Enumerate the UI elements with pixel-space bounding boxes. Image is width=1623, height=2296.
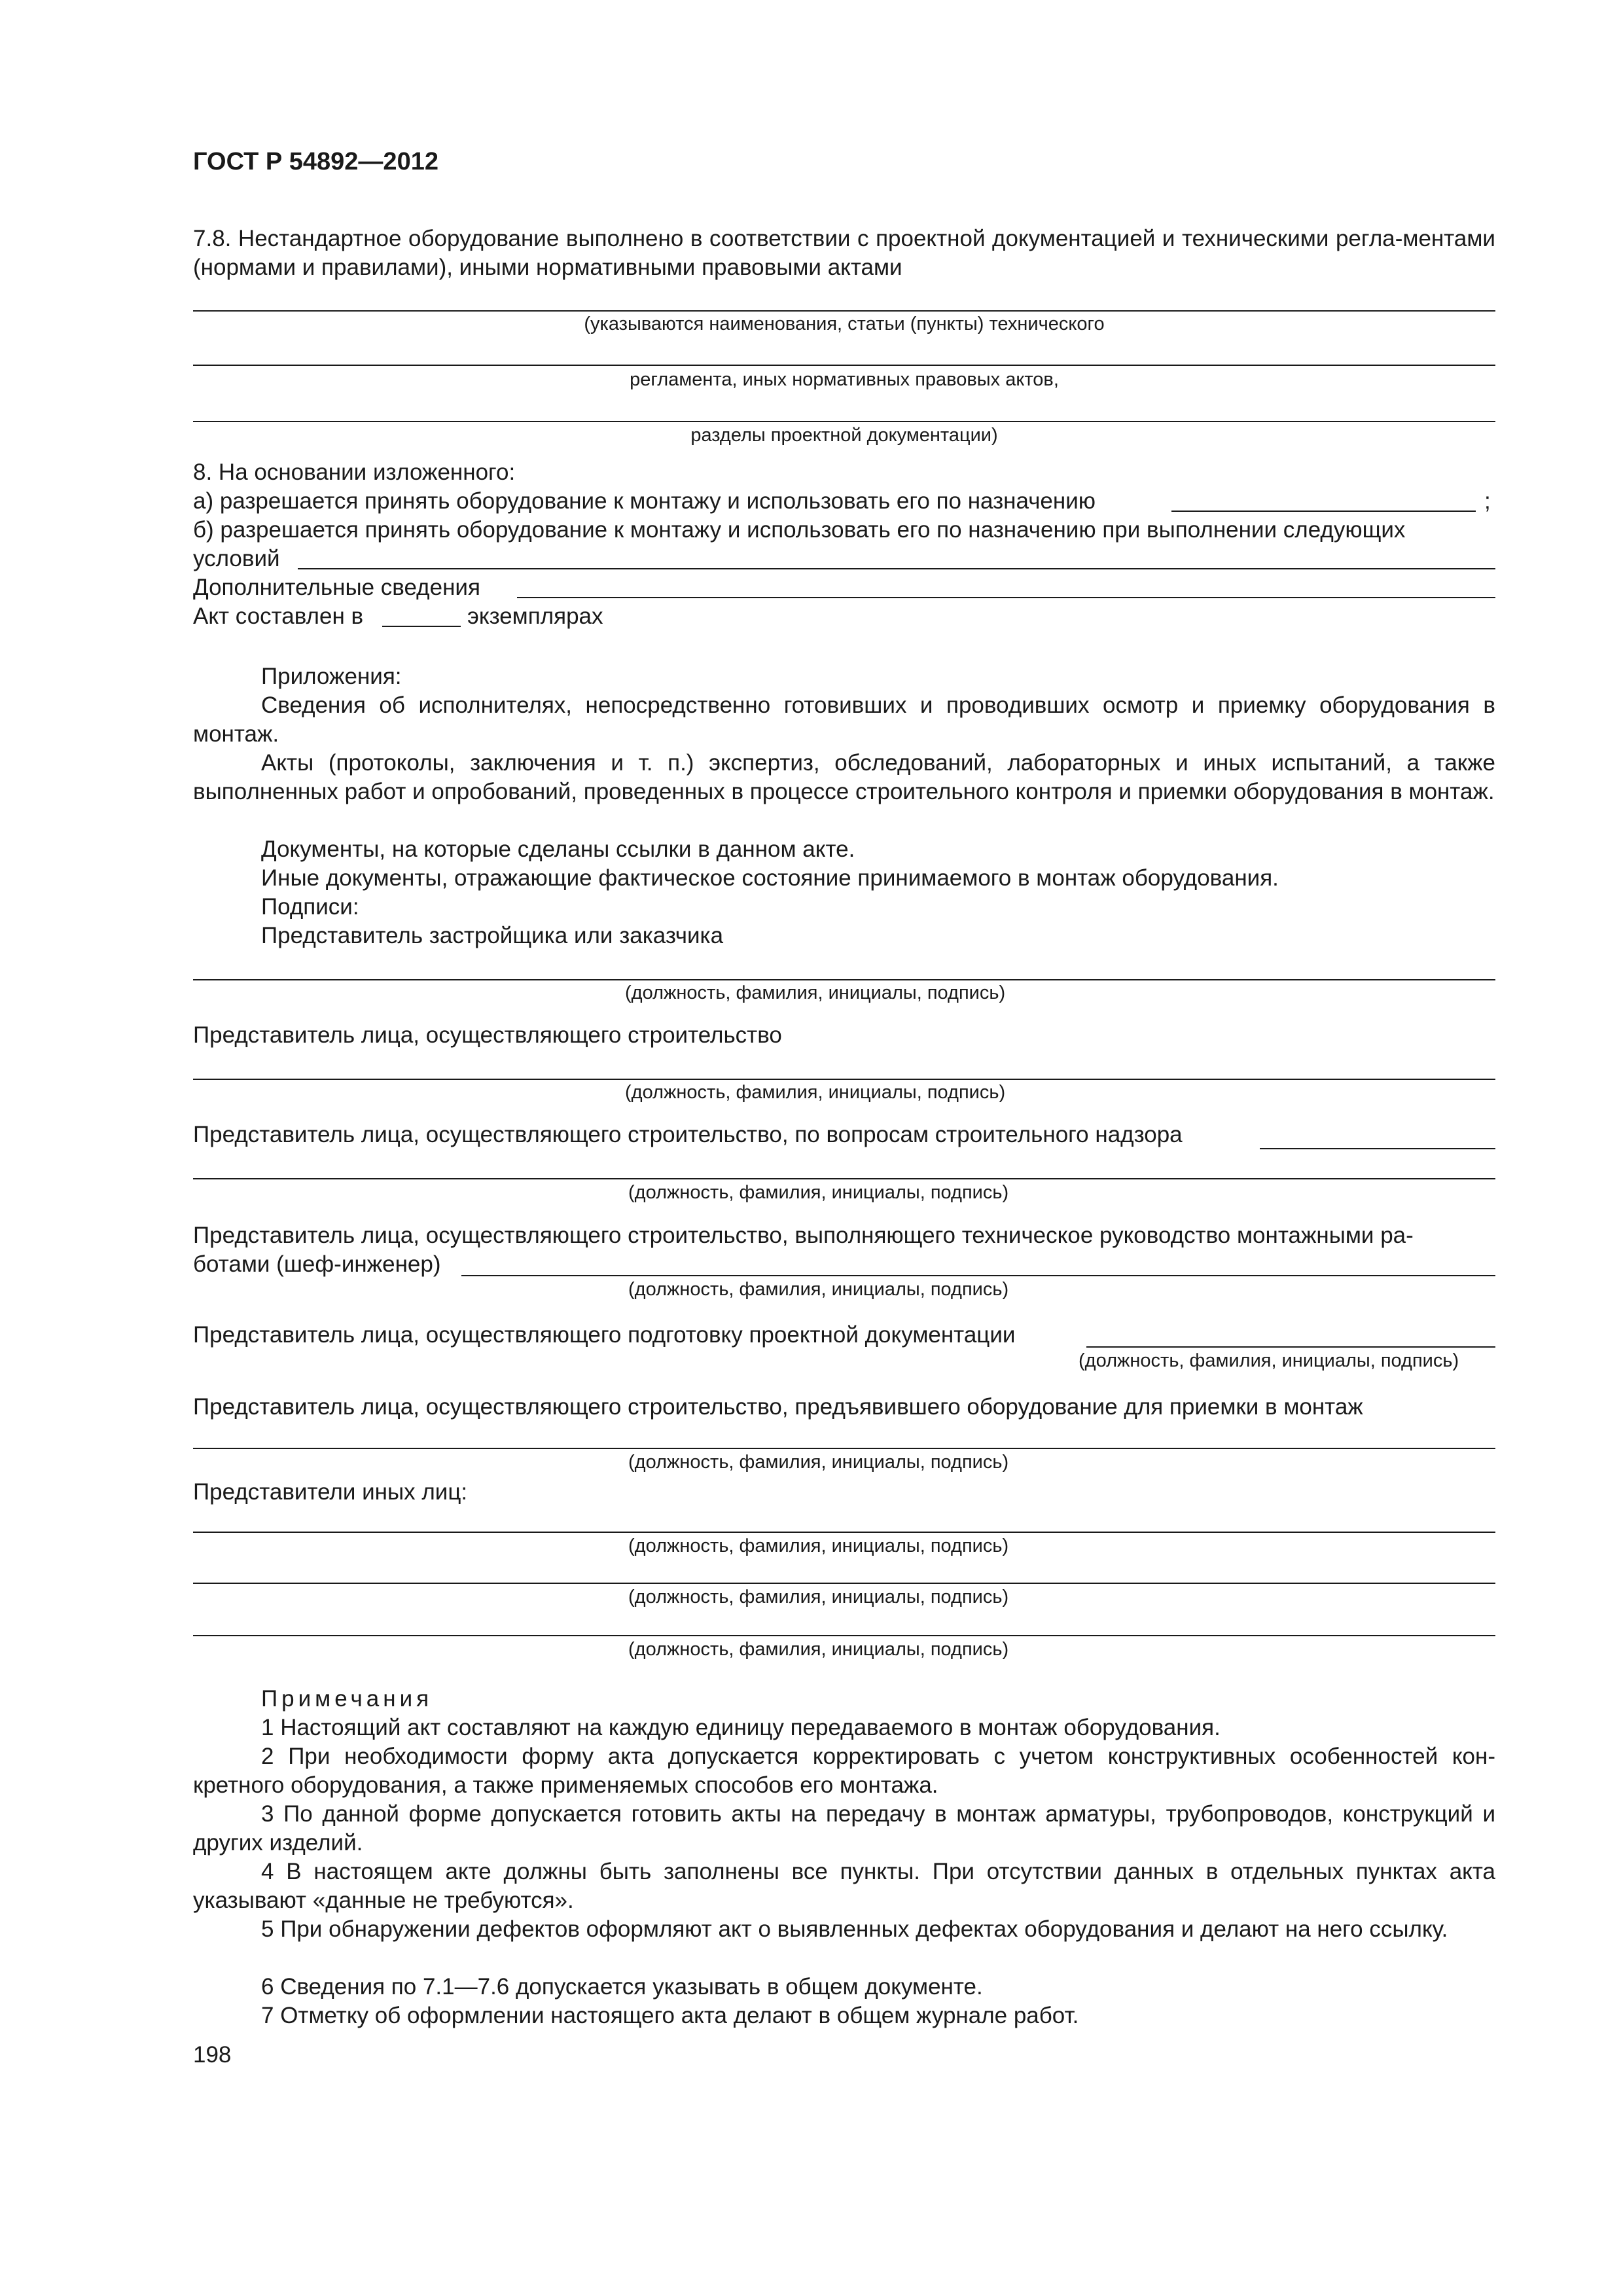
section-7-8-text: 7.8. Нестандартное оборудование выполнено в соответствии с проектной документацией и техническими регла-ментами (нормами и правилами), иными нормативными правовыми актами xyxy=(193,226,1495,280)
signatures-title: Подписи: xyxy=(261,894,359,920)
note-7: 7 Отметку об оформлении настоящего акта делают в общем журнале работ. xyxy=(261,2003,1079,2028)
rep-others-label: Представители иных лиц: xyxy=(193,1479,468,1505)
document-header: ГОСТ Р 54892—2012 xyxy=(193,148,438,175)
signature-line xyxy=(1086,1346,1495,1348)
rep-chief-engineer-label-2: ботами (шеф-инженер) xyxy=(193,1251,441,1277)
note-4: 4 В настоящем акте должны быть заполнены все пункты. При отсутствии данных в отдельных пунктах акта указывают «данные не требуются». xyxy=(193,1859,1495,1913)
act-copies-label: Акт составлен в xyxy=(193,603,364,629)
rep-presented-label: Представитель лица, осуществляющего строительство, предъявившего оборудование для приемки в монтаж xyxy=(193,1394,1363,1420)
signature-line xyxy=(193,1448,1495,1449)
note-6: 6 Сведения по 7.1—7.6 допускается указывать в общем документе. xyxy=(261,1974,983,2000)
act-copies-suffix: экземплярах xyxy=(467,603,603,629)
note-2: 2 При необходимости форму акта допускается корректировать с учетом конструктивных особенностей кон-кретного оборудования, а также применяемых способов его монтажа. xyxy=(193,1744,1495,1798)
note-3: 3 По данной форме допускается готовить акты на передачу в монтаж арматуры, трубопроводов, конструкций и других изделий. xyxy=(193,1801,1495,1856)
note-5: 5 При обнаружении дефектов оформляют акт о выявленных дефектах оборудования и делают на него ссылку. xyxy=(261,1916,1448,1942)
caption-7-8-1: (указываются наименования, статьи (пункты) технического xyxy=(584,314,1105,334)
signature-caption: (должность, фамилия, инициалы, подпись) xyxy=(1079,1350,1459,1371)
signature-caption: (должность, фамилия, инициалы, подпись) xyxy=(628,1279,1009,1300)
signature-line xyxy=(193,1532,1495,1533)
signature-line xyxy=(1260,1148,1495,1149)
fill-line xyxy=(193,310,1495,312)
signature-caption: (должность, фамилия, инициалы, подпись) xyxy=(628,1639,1009,1660)
appendix-item-1: Сведения об исполнителях, непосредственно готовивших и проводивших осмотр и приемку оборудования в монтаж. xyxy=(193,692,1495,747)
section-8-b-cont: условий xyxy=(193,546,280,571)
signature-caption: (должность, фамилия, инициалы, подпись) xyxy=(628,1182,1009,1203)
fill-line xyxy=(1171,511,1476,512)
signature-line xyxy=(193,979,1495,980)
fill-line xyxy=(298,568,1495,569)
section-8-a-end: ; xyxy=(1484,488,1491,514)
appendix-item-3: Документы, на которые сделаны ссылки в данном акте. xyxy=(261,836,855,862)
signature-line xyxy=(461,1275,1495,1276)
rep-chief-engineer-label-1: Представитель лица, осуществляющего строительство, выполняющего техническое руководство монтажными ра- xyxy=(193,1223,1414,1248)
signature-line xyxy=(193,1079,1495,1080)
signature-line xyxy=(193,1178,1495,1179)
additional-info-label: Дополнительные сведения xyxy=(193,575,480,600)
signature-caption: (должность, фамилия, инициалы, подпись) xyxy=(628,1587,1009,1607)
section-8-b: б) разрешается принять оборудование к монтажу и использовать его по назначению при выполнении следующих xyxy=(193,517,1406,543)
caption-7-8-2: регламента, иных нормативных правовых актов, xyxy=(630,369,1059,390)
rep-supervision-label: Представитель лица, осуществляющего строительство, по вопросам строительного надзора xyxy=(193,1122,1183,1147)
fill-line xyxy=(193,365,1495,366)
appendix-item-2: Акты (протоколы, заключения и т. п.) экспертиз, обследований, лабораторных и иных испытаний, а также выполненных работ и опробований, проведенных в процессе строительного контроля и приемки оборудования в монтаж. xyxy=(193,750,1495,804)
signature-caption: (должность, фамилия, инициалы, подпись) xyxy=(628,1452,1009,1473)
signature-line xyxy=(193,1635,1495,1636)
notes-title: Примечания xyxy=(261,1686,433,1712)
note-1: 1 Настоящий акт составляют на каждую единицу передаваемого в монтаж оборудования. xyxy=(261,1715,1221,1740)
section-8-title: 8. На основании изложенного: xyxy=(193,459,516,485)
caption-7-8-3: разделы проектной документации) xyxy=(690,425,998,446)
rep-customer-label: Представитель застройщика или заказчика xyxy=(261,923,724,948)
rep-design-label: Представитель лица, осуществляющего подготовку проектной документации xyxy=(193,1322,1016,1348)
fill-line xyxy=(517,597,1495,598)
appendices-title: Приложения: xyxy=(261,664,402,689)
fill-line xyxy=(382,626,461,627)
signature-caption: (должность, фамилия, инициалы, подпись) xyxy=(625,982,1006,1003)
appendix-item-4: Иные документы, отражающие фактическое состояние принимаемого в монтаж оборудования. xyxy=(261,865,1279,891)
section-8-a: а) разрешается принять оборудование к монтажу и использовать его по назначению xyxy=(193,488,1096,514)
rep-builder-label: Представитель лица, осуществляющего строительство xyxy=(193,1022,782,1048)
signature-caption: (должность, фамилия, инициалы, подпись) xyxy=(628,1535,1009,1556)
signature-caption: (должность, фамилия, инициалы, подпись) xyxy=(625,1082,1006,1103)
fill-line xyxy=(193,421,1495,422)
signature-line xyxy=(193,1583,1495,1584)
page-number: 198 xyxy=(193,2042,232,2068)
